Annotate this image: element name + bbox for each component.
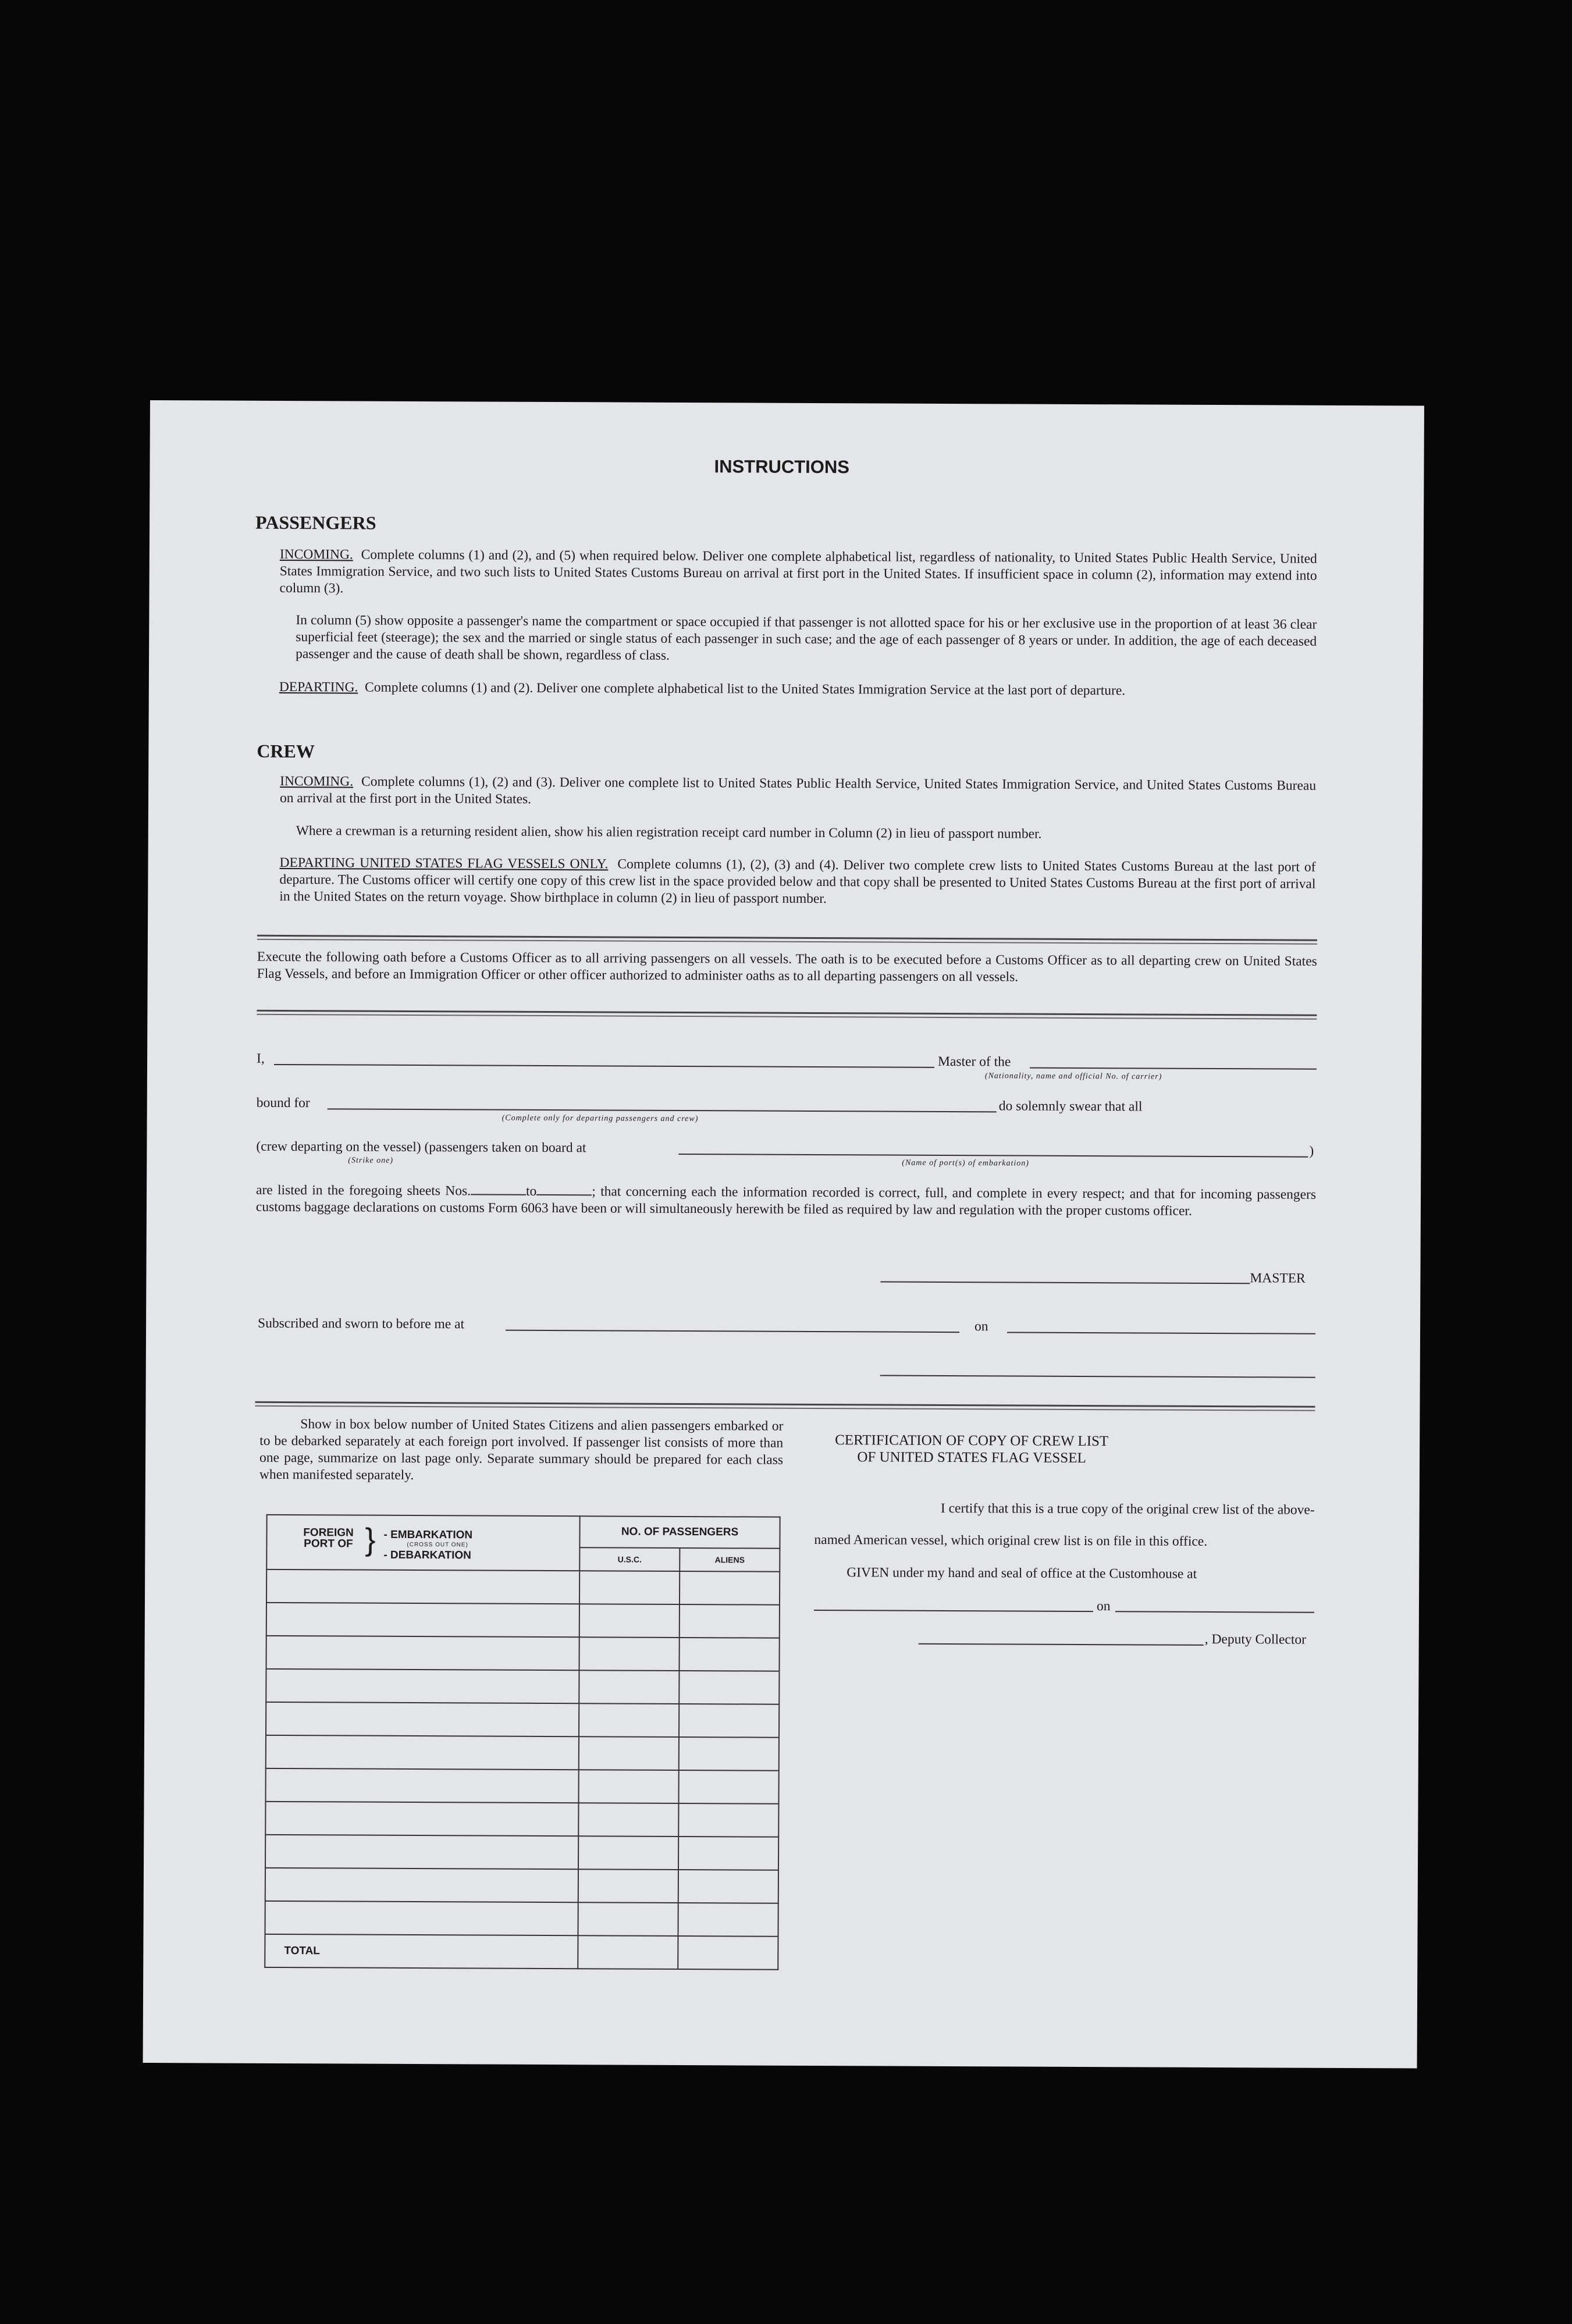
embarkation-label: - EMBARKATION <box>383 1528 473 1542</box>
usc-cell[interactable] <box>579 1703 679 1737</box>
divider <box>257 935 1317 941</box>
listed-post: ; that concerning each the information recorded is correct, full, and complete in every respect; and that for incoming passengers customs baggage declarations on customs Form 6063 have been or will simultaneously herewith be filed as required by law and regulation with the proper customs officer. <box>255 1184 1317 1219</box>
usc-cell[interactable] <box>579 1670 679 1704</box>
certification-heading-2: OF UNITED STATES FLAG VESSEL <box>857 1449 1086 1467</box>
aliens-cell[interactable] <box>679 1671 779 1704</box>
port-cell[interactable] <box>265 1768 578 1803</box>
port-cell[interactable] <box>266 1669 579 1703</box>
aliens-cell[interactable] <box>678 1870 778 1903</box>
aliens-cell[interactable] <box>679 1638 779 1671</box>
certification-heading-1: CERTIFICATION OF COPY OF CREW LIST <box>835 1432 1109 1450</box>
divider <box>255 1401 1315 1408</box>
page-title: INSTRUCTIONS <box>714 456 850 478</box>
crew-resident-paragraph: Where a crewman is a returning resident alien, show his alien registration receipt card number in Column (2) in lieu of passport number. <box>296 823 1042 842</box>
table-row <box>265 1901 778 1937</box>
passengers-incoming-label: INCOMING. <box>279 546 353 563</box>
cert-on-label: on <box>1096 1599 1111 1614</box>
subscribed-label: Subscribed and sworn to before me at <box>258 1315 465 1332</box>
summary-instructions: Show in box below number of United States Citizens and alien passengers embarked or to be debarked separately at each foreign port involved. If passenger list consists of more than one page, summarize on last page only. Separate summary should be prepared for each class when manifested separately. <box>259 1417 784 1483</box>
table-row <box>266 1636 779 1671</box>
oath-i-label: I, <box>257 1051 265 1066</box>
sheet-from-field[interactable] <box>471 1194 526 1195</box>
crew-incoming-paragraph <box>280 773 1316 812</box>
crew-heading: CREW <box>257 740 315 762</box>
table-row <box>265 1868 778 1903</box>
aliens-cell[interactable] <box>678 1770 778 1804</box>
deputy-collector-label: , Deputy Collector <box>1204 1631 1307 1647</box>
certify-line-1: I certify that this is a true copy of the original crew list of the above- <box>940 1500 1315 1518</box>
embarkation-ports-field[interactable] <box>678 1154 1308 1158</box>
usc-cell[interactable] <box>579 1637 679 1671</box>
officer-signature-field[interactable] <box>880 1375 1315 1378</box>
aliens-header: ALIENS <box>680 1548 780 1572</box>
carrier-field[interactable] <box>1030 1067 1317 1070</box>
table-row <box>266 1569 780 1605</box>
aliens-cell[interactable] <box>678 1903 778 1937</box>
aliens-cell[interactable] <box>679 1704 779 1738</box>
port-cell[interactable] <box>266 1603 579 1637</box>
passengers-heading: PASSENGERS <box>255 511 376 533</box>
aliens-cell[interactable] <box>678 1803 778 1837</box>
crew-incoming-label: INCOMING. <box>280 773 354 789</box>
port-cell[interactable] <box>265 1901 578 1935</box>
usc-cell[interactable] <box>579 1571 680 1604</box>
total-aliens-cell[interactable] <box>678 1936 778 1970</box>
brace-icon: } <box>365 1522 376 1557</box>
port-cell[interactable] <box>265 1868 578 1902</box>
aliens-cell[interactable] <box>679 1737 779 1771</box>
no-of-passengers-header: NO. OF PASSENGERS <box>579 1516 780 1549</box>
listed-paragraph <box>256 1182 1316 1220</box>
form-page <box>143 400 1424 2069</box>
port-cell[interactable] <box>266 1569 579 1604</box>
swear-text: do solemnly swear that all <box>998 1098 1143 1115</box>
passengers-departing-paragraph <box>279 679 1317 700</box>
table-row <box>265 1768 778 1804</box>
aliens-cell[interactable] <box>678 1837 778 1870</box>
cross-out-note: (CROSS OUT ONE) <box>407 1541 468 1549</box>
subscribed-on-label: on <box>975 1319 988 1334</box>
crew-departing-paragraph <box>279 855 1315 910</box>
bound-for-field[interactable] <box>328 1108 997 1112</box>
crew-departing-label: DEPARTING UNITED STATES FLAG VESSELS ONLY. <box>279 855 609 872</box>
table-row <box>266 1702 779 1738</box>
table-row <box>265 1835 778 1870</box>
master-name-field[interactable] <box>274 1064 934 1068</box>
master-label: MASTER <box>1250 1270 1306 1286</box>
total-label: TOTAL <box>265 1934 578 1969</box>
usc-cell[interactable] <box>578 1836 678 1870</box>
listed-pre: are listed in the foregoing sheets Nos. <box>256 1182 471 1199</box>
passengers-departing-text: Complete columns (1) and (2). Deliver one complete alphabetical list to the United States Immigration Service at the last port of departure. <box>365 679 1126 699</box>
listed-to: to <box>525 1183 537 1199</box>
passenger-summary-table <box>264 1514 780 1970</box>
usc-cell[interactable] <box>578 1770 678 1803</box>
crew-departing-text: Complete columns (1), (2), (3) and (4). Deliver two complete crew lists to United States Customs Bureau at the last port of departure. The Customs officer will certify one copy of this crew list in the space provided below and that copy shall be presented to United States Customs Bureau at the first port of arrival in the United States on the return voyage. Show birthplace in column (2) in lieu of passport number. <box>279 856 1316 907</box>
master-of-the-label: Master of the <box>937 1054 1011 1070</box>
port-cell[interactable] <box>266 1702 579 1736</box>
debarkation-label: - DEBARKATION <box>383 1549 471 1562</box>
usc-cell[interactable] <box>579 1736 679 1770</box>
table-row <box>265 1802 778 1837</box>
passengers-column5-paragraph: In column (5) show opposite a passenger's name the compartment or space occupied if that passenger is not allotted space for his or her exclusive use in the proportion of at least 36 clear superficial feet (steerage); the sex and the married or single status of each passenger in such case; and the age of each passenger of 8 years or under. In addition, the age of each deceased passenger and the cause of death shall be shown, regardless of class. <box>296 613 1317 663</box>
deputy-signature-field[interactable] <box>919 1643 1204 1646</box>
usc-header: U.S.C. <box>579 1547 680 1571</box>
total-usc-cell[interactable] <box>578 1935 678 1969</box>
close-paren: ) <box>1309 1143 1314 1159</box>
table-row <box>266 1669 779 1704</box>
customhouse-place-field[interactable] <box>814 1610 1093 1612</box>
master-signature-field[interactable] <box>880 1281 1250 1284</box>
crew-departing-text: (crew departing on the vessel) (passengers taken on board at <box>256 1138 586 1156</box>
port-cell[interactable] <box>266 1636 579 1670</box>
usc-cell[interactable] <box>578 1869 678 1903</box>
foreign-port-label: FOREIGN PORT OF <box>303 1526 354 1550</box>
oath-instruction: Execute the following oath before a Customs Officer as to all arriving passengers on all vessels. The oath is to be executed before a Customs Officer as to all departing crew on United States Flag Vessels, and before an Immigration Officer or other officer authorized to administer oaths as to all departing passengers on all vessels. <box>257 949 1317 985</box>
aliens-cell[interactable] <box>680 1604 780 1638</box>
ports-note: (Name of port(s) of embarkation) <box>902 1158 1029 1168</box>
table-row <box>266 1603 780 1638</box>
table-row <box>266 1735 779 1771</box>
passengers-incoming-text: Complete columns (1) and (2), and (5) when required below. Deliver one complete alphabetical list, regardless of nationality, to United States Public Health Service, United States Immigration Service, and two such lists to United States Customs Bureau on arrival at first port in the United States. If insufficient space in column (2), information may extend into column (3). <box>279 547 1317 596</box>
strike-one-note: (Strike one) <box>348 1156 394 1165</box>
nationality-note: (Nationality, name and official No. of carrier) <box>984 1072 1162 1081</box>
passengers-incoming-paragraph <box>280 546 1317 602</box>
port-cell[interactable] <box>265 1835 578 1869</box>
port-cell[interactable] <box>265 1802 578 1836</box>
complete-note: (Complete only for departing passengers and crew) <box>502 1113 699 1124</box>
usc-cell[interactable] <box>578 1902 678 1936</box>
bound-for-label: bound for <box>256 1095 310 1111</box>
port-cell[interactable] <box>266 1735 579 1770</box>
given-line: GIVEN under my hand and seal of office at the Customhouse at <box>847 1565 1197 1582</box>
divider <box>257 1010 1317 1016</box>
port-header-cell <box>266 1515 579 1571</box>
subscribed-date-field[interactable] <box>1007 1332 1315 1334</box>
certify-line-2: named American vessel, which original crew list is on file in this office. <box>814 1532 1208 1549</box>
sheet-to-field[interactable] <box>536 1194 592 1195</box>
usc-cell[interactable] <box>578 1803 678 1837</box>
cert-date-field[interactable] <box>1115 1611 1314 1613</box>
crew-incoming-text: Complete columns (1), (2) and (3). Deliver one complete list to United States Public Health Service, United States Immigration Service, and United States Customs Bureau on arrival at the first port in the United States. <box>279 774 1317 807</box>
passengers-departing-label: DEPARTING. <box>279 679 358 695</box>
subscribed-place-field[interactable] <box>506 1330 959 1333</box>
usc-cell[interactable] <box>579 1604 680 1638</box>
aliens-cell[interactable] <box>680 1571 780 1605</box>
